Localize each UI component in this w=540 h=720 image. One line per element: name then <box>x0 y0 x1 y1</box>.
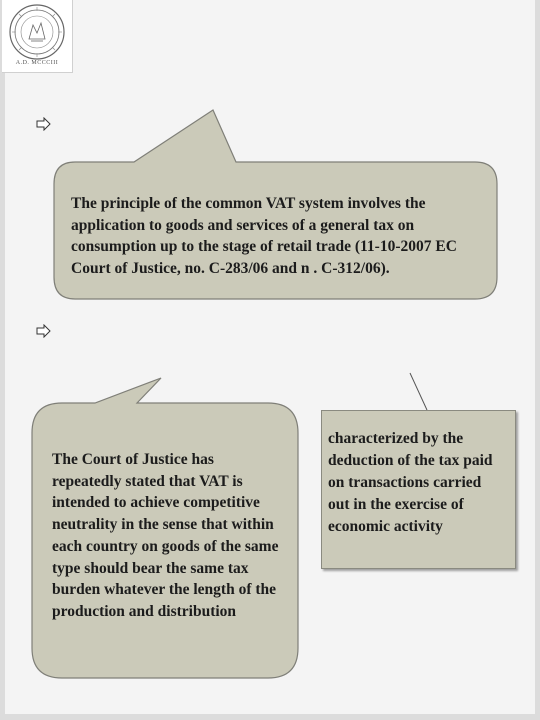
competitive-neutrality-text: The Court of Justice has repeatedly stated that VAT is intended to achieve competitive neutrality in the sense that within each country on goods of the same type should bear the same tax burden whatever the length of the production and distribution <box>52 451 279 620</box>
vat-principle-text: The principle of the common VAT system involves the application to goods and services of a general tax on consumption up to the stage of retail trade (11-10-2007 EC Court of Justice, no. C-283/06 and n . C-312/06). <box>71 195 457 278</box>
tax-deduction-text: characterized by the deduction of the tax paid on transactions carried out in the exercise of economic activity <box>328 430 493 535</box>
logo-caption: A.D. MCCCIII <box>15 60 59 66</box>
callout-connector-line <box>410 373 427 410</box>
